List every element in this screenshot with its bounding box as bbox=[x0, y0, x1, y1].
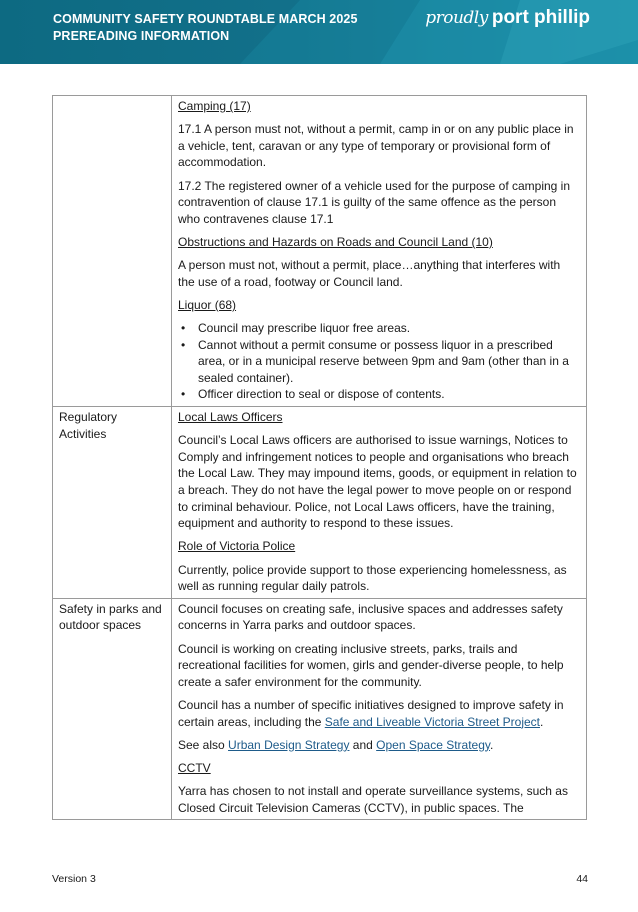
camping-paragraph-1: 17.1 A person must not, without a permit, camp in or on any public place in a vehicle, tent, caravan or any type of temporary or provisional form of accommodation. bbox=[178, 122, 574, 170]
see-also-paragraph bbox=[178, 737, 580, 754]
row-label-line2: Activities bbox=[59, 426, 107, 441]
document-title bbox=[53, 11, 358, 45]
open-space-strategy-link[interactable]: Open Space Strategy bbox=[376, 737, 491, 752]
bullet-icon: • bbox=[181, 387, 186, 402]
list-item-text: Council may prescribe liquor free areas. bbox=[198, 321, 411, 336]
police-paragraph: Currently, police provide support to those experiencing homelessness, as well as running regular daily patrols. bbox=[178, 562, 567, 594]
row-content-cell bbox=[172, 598, 587, 820]
officers-paragraph: Council’s Local Laws officers are authorised to issue warnings, Notices to Comply and infringement notices to people and organisations who breach the Local Law. They may impound items, goods, or equipment in relation to a breach. They do not have the legal power to move people on or respond to criminal behaviour. Police, not Local Laws officers, have the training, equipment and authority to respond to these issues. bbox=[178, 433, 577, 531]
obstructions-heading: Obstructions and Hazards on Roads and Council Land (10) bbox=[178, 234, 493, 249]
row-label-cell bbox=[53, 96, 172, 407]
officers-heading: Local Laws Officers bbox=[178, 410, 283, 425]
row-label-line2: outdoor spaces bbox=[59, 618, 142, 633]
see-also-text: See also bbox=[178, 737, 229, 752]
list-item bbox=[181, 337, 580, 387]
table-row bbox=[53, 407, 587, 599]
list-item-text: Cannot without a permit consume or possess liquor in a prescribed area, or in a municipal reserve between 9pm and 9am (other than in a sealed container). bbox=[198, 337, 569, 385]
parks-paragraph-1: Council focuses on creating safe, inclusive spaces and addresses safety concerns in Yarra parks and outdoor spaces. bbox=[178, 601, 563, 633]
document-title-line1: COMMUNITY SAFETY ROUNDTABLE MARCH 2025 bbox=[53, 12, 358, 26]
camping-paragraph-2: 17.2 The registered owner of a vehicle used for the purpose of camping in contravention of clause 17.1 is guilty of the same offence as the person who contravenes clause 17.1 bbox=[178, 178, 571, 226]
bullet-icon: • bbox=[181, 321, 186, 336]
liquor-heading: Liquor (68) bbox=[178, 297, 237, 312]
row-label-cell bbox=[53, 407, 172, 599]
liquor-list bbox=[178, 320, 580, 403]
cctv-heading: CCTV bbox=[178, 760, 211, 775]
table-row bbox=[53, 598, 587, 820]
table-row bbox=[53, 96, 587, 407]
see-also-and: and bbox=[349, 737, 377, 752]
local-laws-table bbox=[52, 95, 587, 820]
parks-paragraph-3-text: Council has a number of specific initiatives designed to improve safety in certain areas, including the bbox=[178, 697, 564, 729]
parks-paragraph-3-end: . bbox=[540, 714, 544, 729]
page-number: 44 bbox=[576, 873, 588, 885]
row-label-line1: Safety in parks and bbox=[59, 601, 162, 616]
document-title-line2: PREREADING INFORMATION bbox=[53, 29, 230, 43]
parks-paragraph-3 bbox=[178, 697, 580, 730]
logo-bold-text: port phillip bbox=[491, 7, 590, 28]
urban-design-strategy-link[interactable]: Urban Design Strategy bbox=[228, 737, 350, 752]
list-item-text: Officer direction to seal or dispose of contents. bbox=[198, 387, 445, 402]
version-label: Version 3 bbox=[52, 873, 96, 885]
logo-script-text: proudly bbox=[425, 8, 488, 28]
see-also-end: . bbox=[490, 737, 494, 752]
row-label-cell bbox=[53, 598, 172, 820]
victoria-street-project-link[interactable]: Safe and Liveable Victoria Street Project bbox=[324, 714, 541, 729]
parks-paragraph-2: Council is working on creating inclusive streets, parks, trails and recreational facilities for women, girls and gender-diverse people, to help create a safer environment for the community. bbox=[178, 641, 564, 689]
camping-heading: Camping (17) bbox=[178, 99, 251, 113]
cctv-paragraph: Yarra has chosen to not install and operate surveillance systems, such as Closed Circuit Television Cameras (CCTV), in public spaces. The bbox=[178, 784, 568, 815]
council-logo bbox=[425, 7, 590, 37]
bullet-icon: • bbox=[181, 337, 186, 352]
list-item bbox=[181, 320, 580, 337]
row-label-line1: Regulatory bbox=[59, 410, 118, 425]
row-content-cell bbox=[172, 407, 587, 599]
obstructions-paragraph: A person must not, without a permit, place…anything that interferes with the use of a road, footway or Council land. bbox=[178, 258, 561, 289]
list-item bbox=[181, 386, 580, 403]
police-heading: Role of Victoria Police bbox=[178, 539, 296, 554]
row-content-cell bbox=[172, 96, 587, 407]
header-banner bbox=[0, 0, 638, 64]
